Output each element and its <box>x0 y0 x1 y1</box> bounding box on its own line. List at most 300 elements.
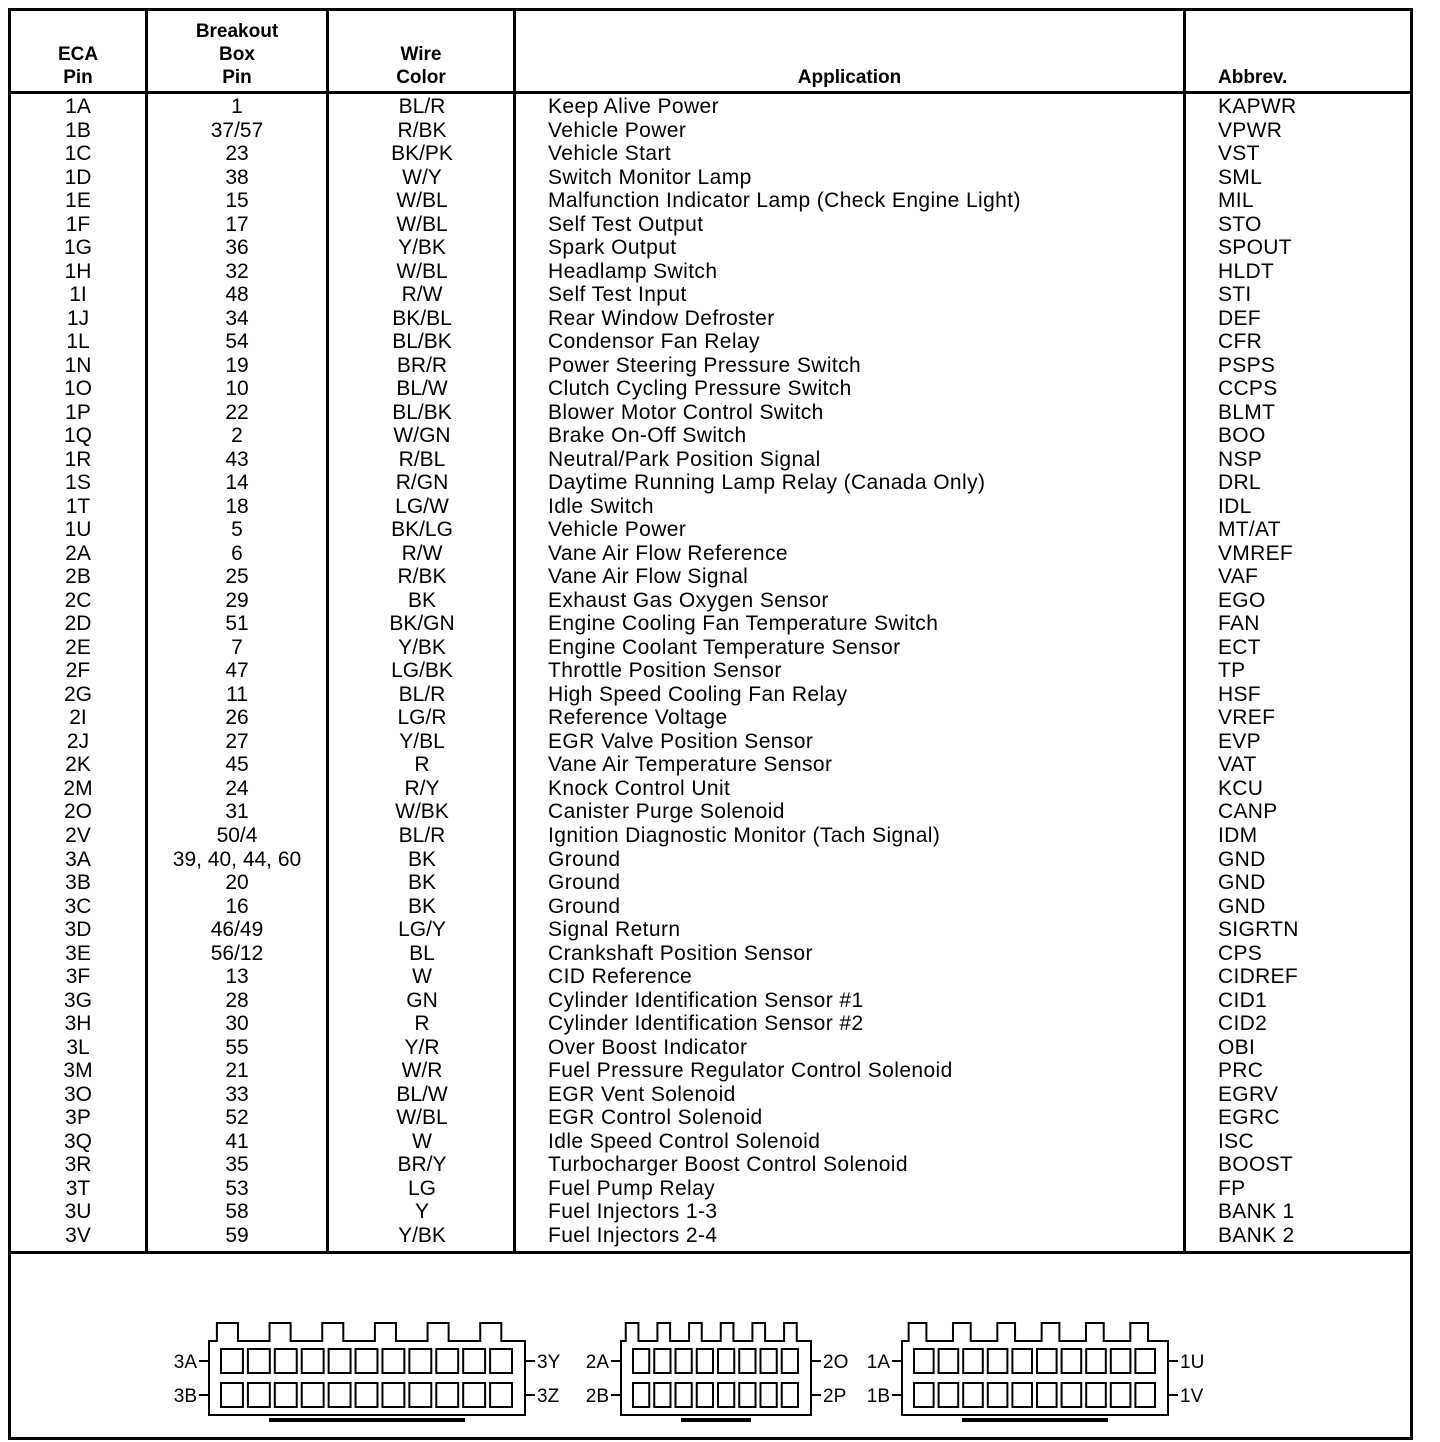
breakout-pin-cell: 17 <box>225 212 249 236</box>
application-cell: Throttle Position Sensor <box>548 659 782 683</box>
table-row <box>11 495 1410 519</box>
wire-color-cell: BR/R <box>396 353 448 377</box>
eca-pin-cell: 1H <box>64 259 92 283</box>
wire-color-cell: BK <box>407 871 436 895</box>
pin-cavity <box>463 1383 485 1407</box>
breakout-pin-cell: 53 <box>225 1176 249 1200</box>
wire-color-cell: LG <box>407 1176 436 1200</box>
wire-color-cell: R <box>414 753 430 777</box>
table-row <box>11 730 1410 754</box>
abbrev-cell: HSF <box>1218 682 1261 706</box>
application-cell: Ground <box>548 894 621 918</box>
eca-pin-cell: 2G <box>63 682 92 706</box>
application-cell: Ignition Diagnostic Monitor (Tach Signal) <box>548 823 941 847</box>
application-cell: Self Test Input <box>548 283 687 307</box>
breakout-pin-cell: 21 <box>225 1059 249 1083</box>
abbrev-cell: TP <box>1218 659 1246 683</box>
abbrev-cell: MIL <box>1218 189 1254 213</box>
pin-cavity <box>697 1383 713 1407</box>
abbrev-cell: KAPWR <box>1218 95 1297 118</box>
table-row <box>11 683 1410 707</box>
wire-color-cell: LG/BK <box>391 659 453 683</box>
eca-pin-cell: 3Q <box>63 1129 92 1153</box>
application-cell: Fuel Pressure Regulator Control Solenoid <box>548 1059 953 1083</box>
pin-cavity <box>302 1383 324 1407</box>
table-row <box>11 1200 1410 1224</box>
eca-pin-cell: 1R <box>64 447 92 471</box>
eca-pin-cell: 2F <box>65 659 91 683</box>
pin-cavity <box>1012 1383 1032 1407</box>
eca-pin-cell: 2D <box>64 612 92 636</box>
eca-pin-cell: 3O <box>63 1082 92 1106</box>
eca-pin-cell: 3L <box>66 1035 90 1059</box>
table-row <box>11 589 1410 613</box>
wire-color-cell: GN <box>406 988 438 1012</box>
pin-cavity <box>633 1383 649 1407</box>
eca-pin-cell: 2M <box>63 776 93 800</box>
pin-cavity <box>633 1349 649 1373</box>
eca-pin-cell: 2E <box>65 635 91 659</box>
connector-pin-label: 1V <box>1180 1386 1204 1407</box>
breakout-pin-cell: 46/49 <box>210 918 264 942</box>
application-cell: EGR Vent Solenoid <box>548 1082 736 1106</box>
wire-color-cell: LG/Y <box>398 918 446 942</box>
header-breakout-box-pin: Breakout Box Pin <box>195 21 279 88</box>
breakout-pin-cell: 23 <box>225 142 249 166</box>
header-eca-pin: ECA Pin <box>57 44 99 88</box>
wire-color-cell: Y/BK <box>398 635 446 659</box>
wire-color-cell: BK <box>407 588 436 612</box>
breakout-pin-cell: 52 <box>225 1106 249 1130</box>
application-cell: Malfunction Indicator Lamp (Check Engine Light) <box>548 189 1021 213</box>
abbrev-cell: EVP <box>1218 729 1261 753</box>
abbrev-cell: DEF <box>1218 306 1261 330</box>
pin-cavity <box>1111 1349 1131 1373</box>
breakout-pin-cell: 24 <box>225 776 249 800</box>
pin-cavity <box>939 1349 959 1373</box>
abbrev-cell: BOO <box>1218 424 1266 448</box>
eca-pin-cell: 3H <box>64 1012 92 1036</box>
breakout-pin-cell: 13 <box>225 965 249 989</box>
wire-color-cell: R/GN <box>395 471 449 495</box>
eca-pin-cell: 2J <box>66 729 90 753</box>
breakout-pin-cell: 18 <box>225 494 249 518</box>
table-row <box>11 236 1410 260</box>
wire-color-cell: R/BK <box>397 118 447 142</box>
pin-cavity <box>914 1383 934 1407</box>
pin-cavity <box>1037 1383 1057 1407</box>
abbrev-cell: VPWR <box>1218 118 1283 142</box>
application-cell: Neutral/Park Position Signal <box>548 447 821 471</box>
breakout-pin-cell: 33 <box>225 1082 249 1106</box>
table-row <box>11 260 1410 284</box>
table-row <box>11 871 1410 895</box>
abbrev-cell: BOOST <box>1218 1153 1294 1177</box>
table-row <box>11 1153 1410 1177</box>
pin-cavity <box>436 1383 458 1407</box>
table-row <box>11 895 1410 919</box>
wire-color-cell: W <box>412 965 432 989</box>
breakout-pin-cell: 11 <box>226 682 248 706</box>
eca-pin-cell: 1F <box>65 212 91 236</box>
pin-cavity <box>221 1349 243 1373</box>
connector-2 <box>586 1323 849 1420</box>
table-row <box>11 1083 1410 1107</box>
breakout-pin-cell: 56/12 <box>210 941 264 965</box>
pin-cavity <box>329 1349 351 1373</box>
breakout-pin-cell: 10 <box>225 377 249 401</box>
wire-color-cell: R/BL <box>398 447 446 471</box>
breakout-pin-cell: 38 <box>225 165 249 189</box>
application-cell: Power Steering Pressure Switch <box>548 353 862 377</box>
application-cell: Vane Air Flow Reference <box>548 541 788 565</box>
connector-pin-label: 2O <box>823 1352 849 1373</box>
abbrev-cell: VMREF <box>1218 541 1293 565</box>
table-row <box>11 213 1410 237</box>
application-cell: CID Reference <box>548 965 693 989</box>
abbrev-cell: IDM <box>1218 823 1258 847</box>
abbrev-cell: CPS <box>1218 941 1263 965</box>
wire-color-cell: W/BL <box>396 1106 448 1130</box>
pin-cavity <box>654 1383 670 1407</box>
pin-cavity <box>761 1349 777 1373</box>
wire-color-cell: BL/BK <box>392 330 452 354</box>
wire-color-cell: BK <box>407 847 436 871</box>
eca-pin-cell: 3E <box>65 941 91 965</box>
breakout-pin-cell: 22 <box>225 400 249 424</box>
application-cell: Engine Cooling Fan Temperature Switch <box>548 612 939 636</box>
pin-cavity <box>356 1383 378 1407</box>
pin-cavity <box>914 1349 934 1373</box>
pin-cavity <box>302 1349 324 1373</box>
pin-cavity <box>221 1383 243 1407</box>
wire-color-cell: BR/Y <box>397 1153 447 1177</box>
eca-pin-cell: 3U <box>64 1200 92 1224</box>
eca-pin-cell: 3G <box>63 988 92 1012</box>
pin-cavity <box>1012 1349 1032 1373</box>
table-row <box>11 142 1410 166</box>
table-row <box>11 354 1410 378</box>
table-bottom-divider <box>11 1251 1410 1254</box>
wire-color-cell: W/BL <box>396 189 448 213</box>
abbrev-cell: BLMT <box>1218 400 1276 424</box>
pin-cavity <box>382 1349 404 1373</box>
breakout-pin-cell: 14 <box>225 471 249 495</box>
application-cell: Ground <box>548 847 621 871</box>
pin-cavity <box>1062 1383 1082 1407</box>
eca-pin-cell: 1E <box>65 189 91 213</box>
table-row <box>11 471 1410 495</box>
pin-cavity <box>988 1349 1008 1373</box>
table-row <box>11 800 1410 824</box>
breakout-pin-cell: 28 <box>225 988 249 1012</box>
eca-pin-cell: 3T <box>65 1176 91 1200</box>
wire-color-cell: Y/BK <box>398 1223 446 1247</box>
pin-cavity <box>248 1349 270 1373</box>
breakout-pin-cell: 2 <box>231 424 243 448</box>
abbrev-cell: VST <box>1218 142 1260 166</box>
pin-cavity <box>654 1349 670 1373</box>
pin-cavity <box>718 1349 734 1373</box>
application-cell: Cylinder Identification Sensor #2 <box>548 1012 864 1036</box>
application-cell: Clutch Cycling Pressure Switch <box>548 377 852 401</box>
wire-color-cell: W/BK <box>395 800 449 824</box>
breakout-pin-cell: 16 <box>225 894 249 918</box>
table-row <box>11 824 1410 848</box>
wire-color-cell: R/BK <box>397 565 447 589</box>
breakout-pin-cell: 15 <box>225 189 249 213</box>
table-row <box>11 448 1410 472</box>
wire-color-cell: Y/BK <box>398 236 446 260</box>
application-cell: Reference Voltage <box>548 706 728 730</box>
pin-cavity <box>782 1349 798 1373</box>
breakout-pin-cell: 20 <box>225 871 249 895</box>
abbrev-cell: IDL <box>1218 494 1252 518</box>
application-cell: Over Boost Indicator <box>548 1035 748 1059</box>
connector-pin-label: 1B <box>866 1386 890 1407</box>
breakout-pin-cell: 50/4 <box>216 823 258 847</box>
abbrev-cell: VAF <box>1218 565 1259 589</box>
breakout-pin-cell: 43 <box>225 447 249 471</box>
application-cell: Vane Air Flow Signal <box>548 565 749 589</box>
table-row <box>11 565 1410 589</box>
table-row <box>11 283 1410 307</box>
breakout-pin-cell: 29 <box>225 588 249 612</box>
table-row <box>11 659 1410 683</box>
abbrev-cell: HLDT <box>1218 259 1275 283</box>
breakout-pin-cell: 25 <box>225 565 249 589</box>
wire-color-cell: Y/R <box>404 1035 440 1059</box>
eca-pin-cell: 2O <box>63 800 92 824</box>
abbrev-cell: GND <box>1218 847 1266 871</box>
pin-cavity <box>490 1383 512 1407</box>
application-cell: Turbocharger Boost Control Solenoid <box>548 1153 908 1177</box>
eca-pin-cell: 3C <box>64 894 92 918</box>
table-row <box>11 424 1410 448</box>
wire-color-cell: BL/R <box>398 823 446 847</box>
application-cell: Signal Return <box>548 918 681 942</box>
breakout-pin-cell: 35 <box>225 1153 249 1177</box>
connector-3 <box>174 1323 561 1420</box>
header-divider <box>11 91 1410 94</box>
breakout-pin-cell: 36 <box>225 236 249 260</box>
abbrev-cell: EGRV <box>1218 1082 1279 1106</box>
breakout-pin-cell: 7 <box>231 635 243 659</box>
application-cell: Vane Air Temperature Sensor <box>548 753 833 777</box>
connector-drawing <box>11 1257 1410 1437</box>
wire-color-cell: BL/R <box>398 95 446 118</box>
breakout-pin-cell: 54 <box>225 330 249 354</box>
wire-color-cell: BL/W <box>396 377 448 401</box>
application-cell: EGR Control Solenoid <box>548 1106 763 1130</box>
eca-pin-cell: 1O <box>63 377 92 401</box>
pin-cavity <box>463 1349 485 1373</box>
eca-pin-cell: 3D <box>64 918 92 942</box>
eca-pin-cell: 2B <box>65 565 91 589</box>
application-cell: Crankshaft Position Sensor <box>548 941 813 965</box>
connector-pin-label: 3Y <box>537 1352 561 1373</box>
wire-color-cell: R <box>414 1012 430 1036</box>
pin-cavity <box>275 1383 297 1407</box>
application-cell: Headlamp Switch <box>548 259 718 283</box>
eca-pin-cell: 3M <box>63 1059 93 1083</box>
pin-cavity <box>409 1383 431 1407</box>
application-cell: Rear Window Defroster <box>548 306 775 330</box>
eca-pin-cell: 1A <box>65 95 91 118</box>
application-cell: Fuel Pump Relay <box>548 1176 716 1200</box>
table-row <box>11 330 1410 354</box>
abbrev-cell: STI <box>1218 283 1252 307</box>
table-row <box>11 1059 1410 1083</box>
application-cell: Cylinder Identification Sensor #1 <box>548 988 864 1012</box>
wire-color-cell: BL/BK <box>392 400 452 424</box>
abbrev-cell: BANK 1 <box>1218 1200 1295 1224</box>
eca-pin-cell: 3P <box>65 1106 91 1130</box>
abbrev-cell: SIGRTN <box>1218 918 1299 942</box>
abbrev-cell: PRC <box>1218 1059 1264 1083</box>
application-cell: EGR Valve Position Sensor <box>548 729 814 753</box>
abbrev-cell: GND <box>1218 871 1266 895</box>
breakout-pin-cell: 34 <box>225 306 249 330</box>
connector-1 <box>867 1323 1205 1420</box>
application-cell: Self Test Output <box>548 212 704 236</box>
application-cell: Daytime Running Lamp Relay (Canada Only) <box>548 471 986 495</box>
breakout-pin-cell: 30 <box>225 1012 249 1036</box>
abbrev-cell: EGRC <box>1218 1106 1280 1130</box>
table-row <box>11 307 1410 331</box>
pin-table-body <box>11 95 1410 1247</box>
abbrev-cell: CID2 <box>1218 1012 1268 1036</box>
abbrev-cell: ISC <box>1218 1129 1254 1153</box>
wire-color-cell: LG/W <box>395 494 449 518</box>
abbrev-cell: ECT <box>1218 635 1261 659</box>
wire-color-cell: W <box>412 1129 432 1153</box>
application-cell: Ground <box>548 871 621 895</box>
breakout-pin-cell: 5 <box>231 518 243 542</box>
table-row <box>11 95 1410 119</box>
pin-cavity <box>1062 1349 1082 1373</box>
pin-cavity <box>409 1349 431 1373</box>
table-row <box>11 848 1410 872</box>
pin-cavity <box>356 1349 378 1373</box>
table-row <box>11 989 1410 1013</box>
connector-pin-label: 2A <box>585 1352 609 1373</box>
application-cell: Condensor Fan Relay <box>548 330 760 354</box>
connector-pin-label: 2P <box>823 1386 847 1407</box>
wire-color-cell: W/BL <box>396 212 448 236</box>
eca-pin-cell: 3V <box>65 1223 91 1247</box>
abbrev-cell: CIDREF <box>1218 965 1298 989</box>
header-wire-color: Wire Color <box>396 44 446 88</box>
pin-cavity <box>329 1383 351 1407</box>
breakout-pin-cell: 48 <box>225 283 249 307</box>
abbrev-cell: MT/AT <box>1218 518 1281 542</box>
table-row <box>11 119 1410 143</box>
connector-pin-label: 3A <box>173 1352 197 1373</box>
wire-color-cell: LG/R <box>397 706 447 730</box>
eca-pin-cell: 1B <box>65 118 91 142</box>
table-row <box>11 377 1410 401</box>
pin-cavity <box>1037 1349 1057 1373</box>
pin-cavity <box>490 1349 512 1373</box>
pin-cavity <box>697 1349 713 1373</box>
abbrev-cell: EGO <box>1218 588 1266 612</box>
abbrev-cell: DRL <box>1218 471 1261 495</box>
application-cell: Idle Switch <box>548 494 654 518</box>
breakout-pin-cell: 41 <box>225 1129 249 1153</box>
eca-pin-cell: 1P <box>65 400 91 424</box>
breakout-pin-cell: 31 <box>225 800 249 824</box>
table-row <box>11 753 1410 777</box>
application-cell: Vehicle Power <box>548 118 687 142</box>
pin-cavity <box>739 1349 755 1373</box>
application-cell: Canister Purge Solenoid <box>548 800 785 824</box>
abbrev-cell: VAT <box>1218 753 1257 777</box>
abbrev-cell: KCU <box>1218 776 1264 800</box>
table-row <box>11 942 1410 966</box>
pin-cavity <box>718 1383 734 1407</box>
table-row <box>11 1177 1410 1201</box>
wire-color-cell: BK/PK <box>391 142 453 166</box>
pin-cavity <box>988 1383 1008 1407</box>
pin-cavity <box>1111 1383 1131 1407</box>
application-cell: Fuel Injectors 1-3 <box>548 1200 718 1224</box>
eca-pin-cell: 1N <box>64 353 92 377</box>
breakout-pin-cell: 26 <box>225 706 249 730</box>
application-cell: Switch Monitor Lamp <box>548 165 752 189</box>
breakout-pin-cell: 51 <box>225 612 249 636</box>
connector-pin-label: 2B <box>585 1386 609 1407</box>
abbrev-cell: SPOUT <box>1218 236 1292 260</box>
table-row <box>11 965 1410 989</box>
wire-color-cell: R/W <box>401 541 443 565</box>
pin-cavity <box>761 1383 777 1407</box>
pin-cavity <box>963 1383 983 1407</box>
eca-pin-cell: 3B <box>65 871 91 895</box>
table-row <box>11 189 1410 213</box>
wire-color-cell: Y/BL <box>399 729 445 753</box>
breakout-pin-cell: 27 <box>225 729 249 753</box>
header-application: Application <box>797 67 902 88</box>
pin-cavity <box>676 1349 692 1373</box>
pin-cavity <box>1086 1349 1106 1373</box>
pin-cavity <box>1135 1383 1155 1407</box>
breakout-pin-cell: 59 <box>225 1223 249 1247</box>
breakout-pin-cell: 32 <box>225 259 249 283</box>
application-cell: Brake On-Off Switch <box>548 424 747 448</box>
wire-color-cell: Y <box>414 1200 429 1224</box>
pin-cavity <box>939 1383 959 1407</box>
application-cell: Exhaust Gas Oxygen Sensor <box>548 588 829 612</box>
table-row <box>11 1036 1410 1060</box>
eca-pin-cell: 2V <box>65 823 91 847</box>
eca-pin-cell: 1T <box>65 494 91 518</box>
eca-pin-cell: 1U <box>64 518 92 542</box>
abbrev-cell: CFR <box>1218 330 1263 354</box>
table-row <box>11 518 1410 542</box>
wire-color-cell: BK/GN <box>389 612 455 636</box>
connector-pin-label: 1A <box>866 1352 890 1373</box>
abbrev-cell: STO <box>1218 212 1262 236</box>
table-row <box>11 636 1410 660</box>
pin-cavity <box>275 1349 297 1373</box>
table-row <box>11 401 1410 425</box>
table-row <box>11 1224 1410 1248</box>
eca-pin-cell: 1C <box>64 142 92 166</box>
connector-pin-label: 3Z <box>537 1386 560 1407</box>
application-cell: Spark Output <box>548 236 677 260</box>
abbrev-cell: GND <box>1218 894 1266 918</box>
